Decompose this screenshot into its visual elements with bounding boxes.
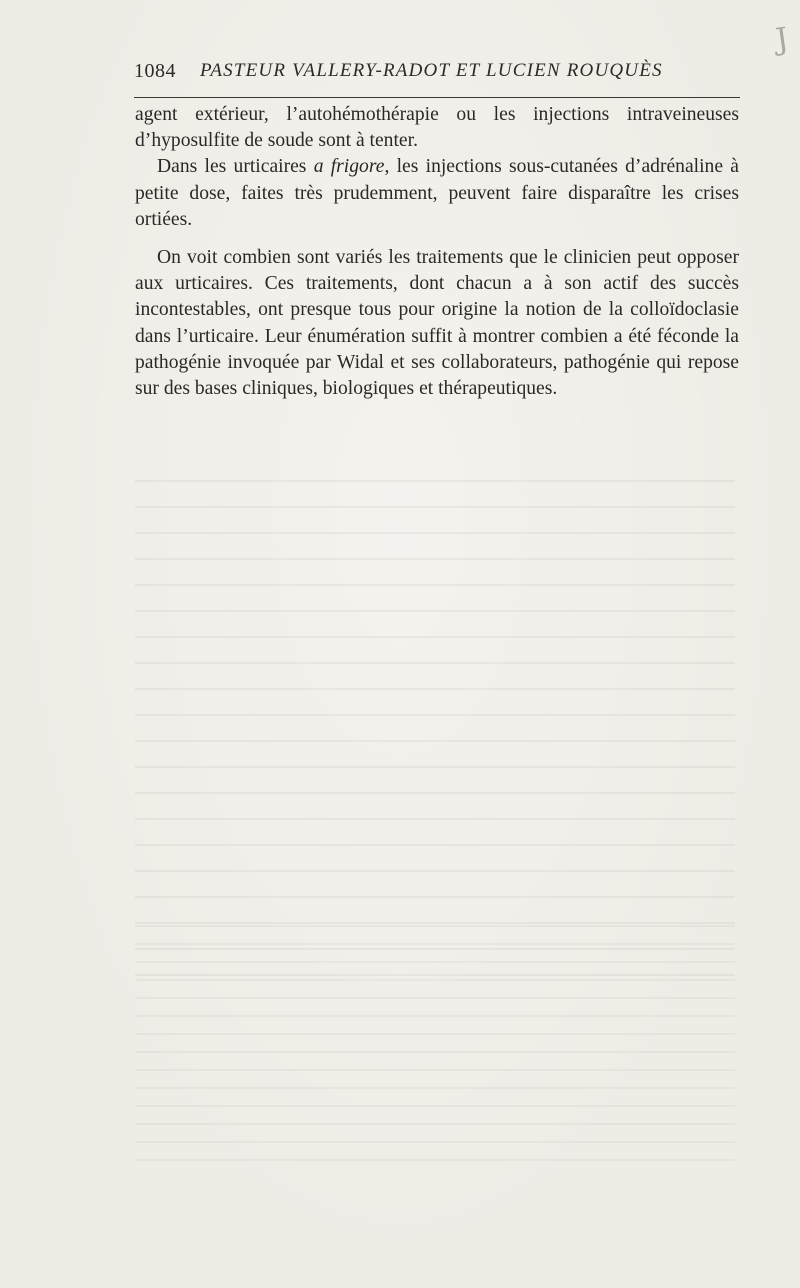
show-through-text	[135, 480, 735, 1000]
body-text	[135, 102, 739, 402]
show-through-footnotes	[135, 925, 735, 1165]
paragraph-3: On voit combien sont variés les traitements que le clinicien peut opposer aux urticaires. Ces traitements, dont chacun a à son actif des succès incontestables, ont presque tous pour origine la notion de la colloïdoclasie dans l’urticaire. Leur énumération suffit à montrer combien a été féconde la pathogénie invoquée par Widal et ses collaborateurs, pathogénie qui repose sur des bases cliniques, biologiques et thérapeutiques.	[135, 247, 739, 400]
header-rule	[134, 97, 740, 98]
paragraph-2-end: , les injections sous-cutanées d’adrénaline à petite dose, faites très prudemment, peuvent faire disparaître les crises ortiées.	[135, 156, 739, 230]
paragraph-1: agent extérieur, l’autohémothérapie ou les injections intraveineuses d’hyposulfite de soude sont à tenter.	[135, 104, 739, 152]
corner-handwritten-mark: J	[773, 21, 791, 58]
paragraph-2-italic: a frigore	[313, 156, 385, 178]
running-title: PASTEUR VALLERY-RADOT ET LUCIEN ROUQUÈS	[200, 60, 663, 81]
paragraph-2	[135, 154, 739, 233]
page-number: 1084	[134, 60, 176, 82]
paragraph-2-start: Dans les urticaires	[157, 156, 314, 178]
page-header	[134, 60, 740, 96]
